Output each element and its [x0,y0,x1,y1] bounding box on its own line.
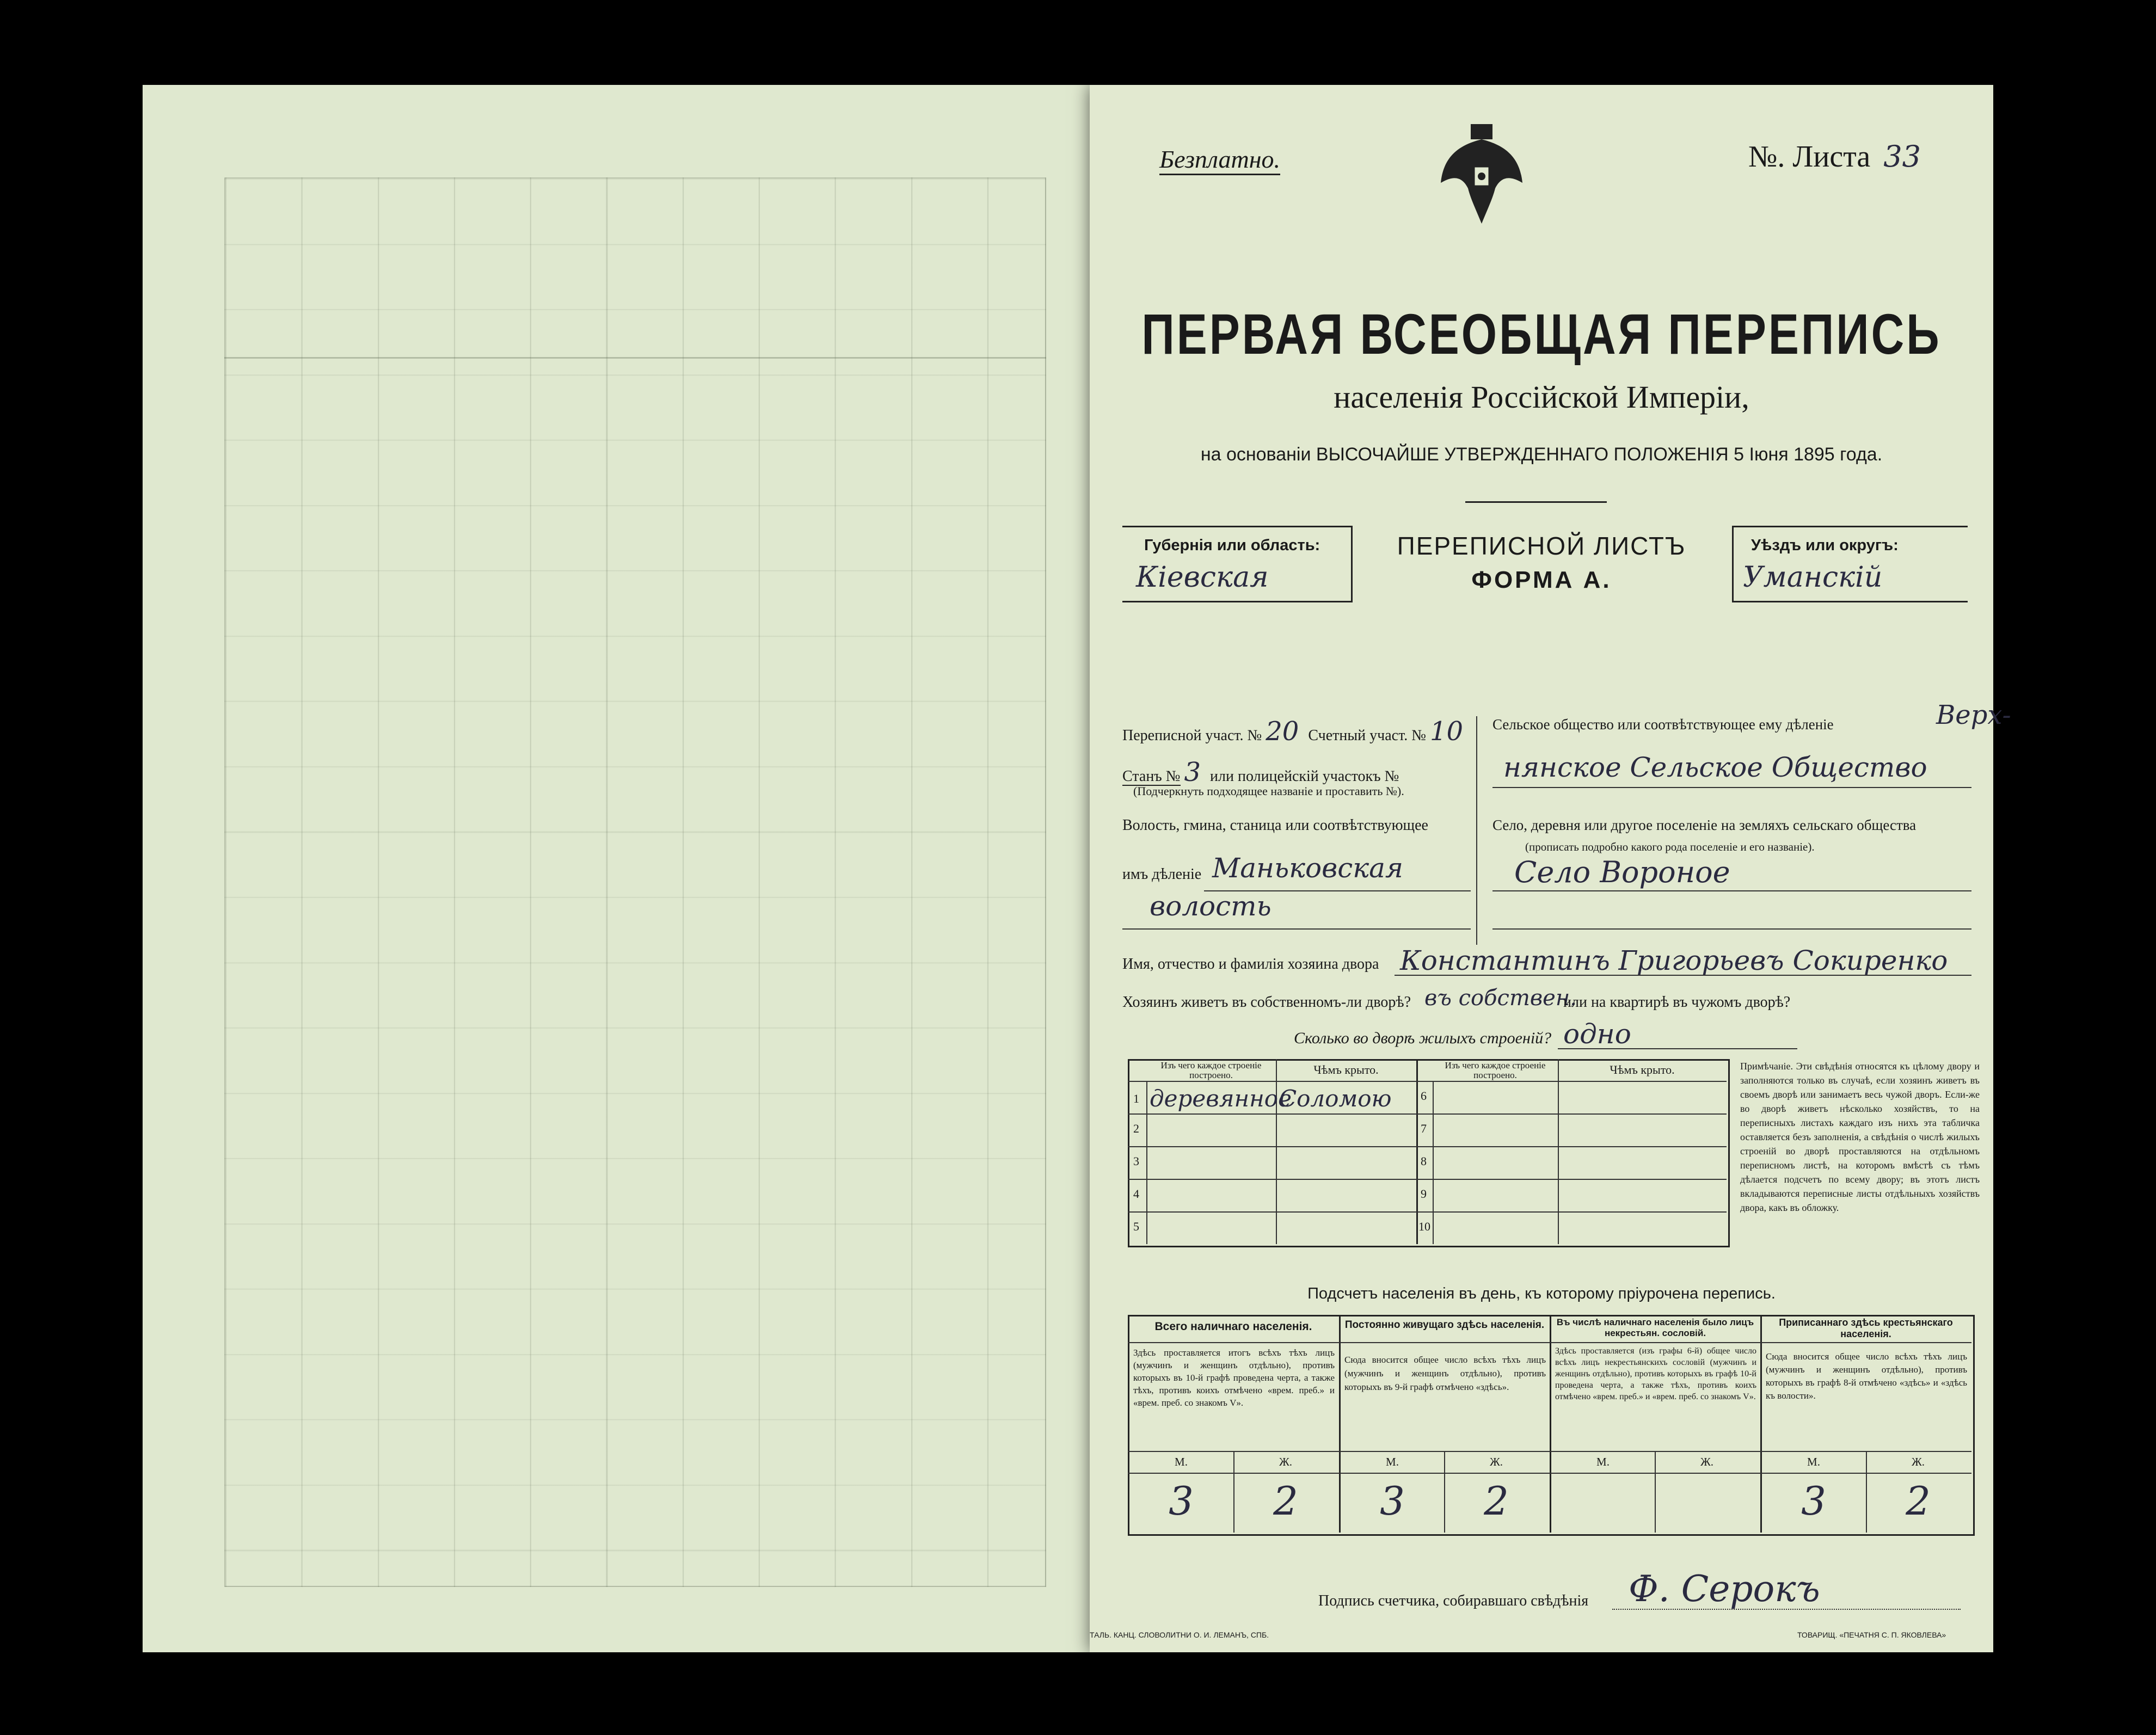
count-title: Подсчетъ населенія въ день, къ которому пріурочена перепись. [1307,1285,1776,1302]
row-material: деревянное [1150,1085,1292,1112]
m-label: М. [1386,1455,1399,1468]
volost-label2: имъ дѣленіе [1122,866,1202,883]
uezd-label: Уѣздъ или округъ: [1751,537,1899,554]
sheet-title: ПЕРЕПИСНОЙ ЛИСТЪ [1397,532,1686,560]
form-title: ФОРМА А. [1471,567,1612,593]
village-value: Село Вороное [1514,855,1730,889]
count-value-m: 3 [1380,1478,1405,1524]
owner-name-value: Константинъ Григорьевъ Сокиренко [1400,945,1948,976]
sheet-number-value: 33 [1883,139,1921,174]
sheet-number-label: №. Листа 33 [1748,139,1921,174]
zh-label: Ж. [1279,1455,1293,1468]
main-title: ПЕРВАЯ ВСЕОБЩАЯ ПЕРЕПИСЬ [1141,302,1942,366]
row-number: 8 [1421,1154,1427,1168]
zh-label: Ж. [1911,1455,1925,1468]
count-value-m: 3 [1169,1478,1194,1524]
col-roof-right: Чѣмъ крыто. [1610,1063,1675,1076]
signature-label: Подпись счетчика, собиравшаго свѣдѣнія [1318,1592,1589,1609]
owner-lives-label: Хозяинъ живетъ въ собственномъ-ли дворѣ? [1122,994,1411,1011]
village-note: (прописать подробно какого рода поселеніе и его названіе). [1525,840,1815,853]
count-value-m: 3 [1801,1478,1826,1524]
village-label: Село, деревня или другое поселеніе на земляхъ сельскаго общества [1492,817,1917,833]
census-form-page [1090,85,2011,1652]
row-number: 9 [1421,1187,1427,1201]
row-number: 6 [1421,1089,1427,1103]
row-number: 2 [1133,1122,1139,1135]
society-value: Верх- [1936,700,2011,730]
col-material-left: Изъ чего каждое строеніе построено. [1160,1060,1262,1080]
eagle-emblem-icon [1438,123,1525,226]
m-label: М. [1807,1455,1820,1468]
count-col-header: Въ числѣ наличнаго населенія было лицъ некрестьян. сословій. [1556,1317,1754,1338]
left-page [143,85,1093,1652]
count-col-header: Постоянно живущаго здѣсь населенія. [1344,1319,1545,1331]
volost-label: Волость, гмина, станица или соотвѣтствующее [1122,817,1428,834]
legal-basis: на основаніи ВЫСОЧАЙШЕ УТВЕРЖДЕННАГО ПОЛОЖЕНІЯ 5 Іюня 1895 года. [1200,444,1883,465]
owner-name-label: Имя, отчество и фамилія хозяина двора [1122,956,1379,973]
m-label: М. [1175,1455,1188,1468]
row-number: 7 [1421,1122,1427,1135]
printer-left: ТАЛЬ. КАНЦ. СЛОВОЛИТНИ О. И. ЛЕМАНЪ, СПБ. [1090,1631,1269,1639]
count-value-zh: 2 [1484,1478,1509,1524]
buildings-label: Сколько во дворѣ жилыхъ строеній? [1294,1029,1552,1047]
guberniya-label: Губернія или область: [1144,537,1320,554]
subtitle: населенія Россійской Имперіи, [1334,379,1749,415]
count-value-zh: 2 [1273,1478,1298,1524]
zh-label: Ж. [1489,1455,1503,1468]
count-col-desc: Здѣсь проставляется итогъ всѣхъ тѣхъ лицъ (мужчинъ и женщинъ отдѣльно), противъ которыхъ въ 10-й графѣ проведена черта, а также тѣхъ, противъ коихъ отмѣчено «врем. преб.» и «врем. преб. со знакомъ V». [1133,1348,1335,1408]
count-value-zh: 2 [1906,1478,1931,1524]
row-number: 5 [1133,1220,1139,1233]
faded-table-grid [224,177,1046,1587]
guberniya-value: Кіевская [1136,561,1269,594]
volost-value2: волость [1150,890,1272,922]
counting-district-value: 10 [1429,716,1464,747]
row-number: 4 [1133,1187,1139,1201]
printer-right: ТОВАРИЩ. «ПЕЧАТНЯ С. П. ЯКОВЛЕВА» [1797,1631,1946,1639]
row-number: 3 [1133,1154,1139,1168]
row-number: 10 [1418,1220,1430,1233]
volost-value: Маньковская [1212,852,1404,884]
free-label: Безплатно. [1159,145,1280,175]
m-label: М. [1596,1455,1610,1468]
row-number: 1 [1133,1092,1139,1105]
owner-lives-value: въ собствен. [1424,986,1577,1011]
owner-lives-label2: или на квартирѣ въ чужомъ дворѣ? [1563,994,1791,1011]
uezd-value: Уманскій [1743,561,1883,594]
census-district-value: 20 [1266,716,1299,747]
census-district-row: Переписной участ. № 20 Счетный участ. № 10 [1122,716,1464,747]
zh-label: Ж. [1700,1455,1714,1468]
society-value2: нянское Сельское Общество [1503,752,1927,783]
count-col-header: Приписаннаго здѣсь крестьянскаго населенія. [1779,1317,1953,1339]
count-col-desc: Здѣсь проставляется (изъ графы 6-й) общее число всѣхъ лицъ некрестьянскихъ сословій (мужчинъ и женщинъ отдѣльно), противъ которыхъ въ графѣ 10-й проведена черта, а также тѣхъ, противъ коихъ отмѣчено «врем. преб.» и «врем. преб. со знакомъ V». [1555,1346,1756,1401]
count-col-desc: Сюда вносится общее число всѣхъ тѣхъ лицъ (мужчинъ и женщинъ отдѣльно), противъ которыхъ въ графѣ 8-й отмѣчено «здѣсь» и «здѣсь къ волости». [1766,1351,1967,1401]
col-material-right: Изъ чего каждое строеніе построено. [1445,1060,1546,1080]
buildings-note: Примѣчаніе. Эти свѣдѣнія относятся къ цѣлому двору и заполняются только въ случаѣ, если хозяинъ живетъ въ своемъ дворѣ или занимаетъ весь чужой дворъ. Если-же во дворѣ живетъ нѣсколько хозяйствъ, то на переписныхъ листахъ каждаго изъ нихъ эта табличка оставляется безъ заполненія, а свѣдѣнія о числѣ жилыхъ строеній во дворѣ проставляются на отдѣльномъ переписномъ листѣ, на которомъ вмѣстѣ съ тѣмъ дѣлается подсчетъ по всему двору; въ этотъ листъ вкладываются переписные листы отдѣльныхъ хозяйствъ двора, какъ въ обложку. [1740,1061,1980,1213]
stan-row: Станъ № 3 или полицейскій участокъ № [1122,757,1399,787]
society-label: Сельское общество или соотвѣтствующее ему дѣленіе [1492,716,1834,733]
row-roof: Соломою [1279,1085,1392,1112]
signature-value: Ф. Серокъ [1629,1568,1820,1610]
count-col-header: Всего наличнаго населенія. [1154,1320,1312,1333]
ornament-divider [1465,501,1607,503]
underline-note: (Подчеркнуть подходящее названіе и проставить №). [1133,784,1404,798]
count-col-desc: Сюда вносится общее число всѣхъ тѣхъ лицъ (мужчинъ и женщинъ отдѣльно), противъ которыхъ въ 9-й графѣ отмѣчено «здѣсь». [1344,1355,1546,1392]
buildings-value: одно [1563,1018,1631,1050]
col-roof-left: Чѣмъ крыто. [1313,1063,1379,1076]
stan-value: 3 [1184,757,1201,787]
